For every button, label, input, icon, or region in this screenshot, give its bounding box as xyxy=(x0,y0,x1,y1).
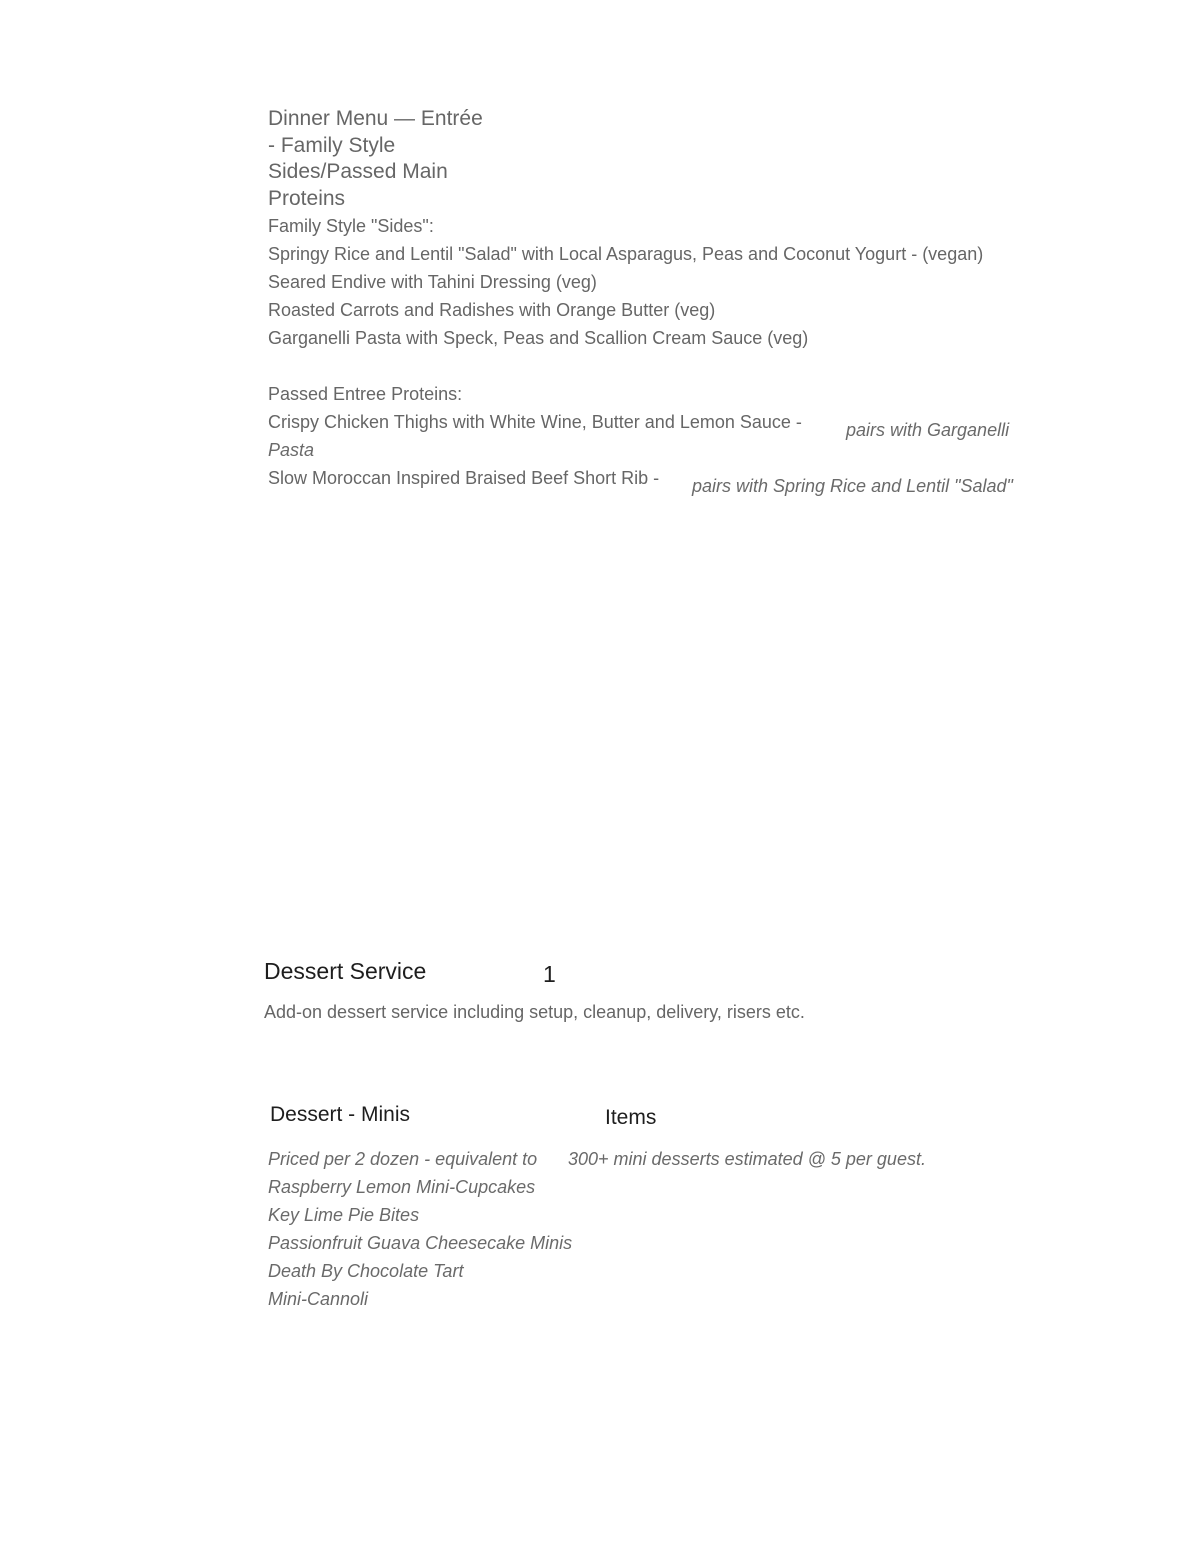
protein-pairing-chicken: pairs with Garganelli xyxy=(846,420,1010,440)
dessert-minis-pricing-note-a: Priced per 2 dozen - equivalent to xyxy=(268,1149,538,1169)
side-item: Springy Rice and Lentil "Salad" with Local Asparagus, Peas and Coconut Yogurt - (vegan) xyxy=(268,244,984,264)
proteins-heading: Passed Entree Proteins: xyxy=(268,384,463,404)
dessert-service-title: Dessert Service xyxy=(264,958,427,984)
dinner-title-line-1: Dinner Menu — Entrée xyxy=(268,107,483,130)
protein-pairing-chicken-cont: Pasta xyxy=(268,440,315,460)
side-item: Roasted Carrots and Radishes with Orange Butter (veg) xyxy=(268,300,716,320)
side-item: Seared Endive with Tahini Dressing (veg) xyxy=(268,272,597,292)
dessert-item: Key Lime Pie Bites xyxy=(268,1205,420,1225)
dinner-title-line-4: Proteins xyxy=(268,187,346,210)
sides-heading: Family Style "Sides": xyxy=(268,216,434,236)
dessert-item: Raspberry Lemon Mini-Cupcakes xyxy=(268,1177,536,1197)
protein-item-chicken: Crispy Chicken Thighs with White Wine, Butter and Lemon Sauce - xyxy=(268,412,802,432)
dessert-item: Death By Chocolate Tart xyxy=(268,1261,464,1281)
dessert-minis-pricing-note-b: 300+ mini desserts estimated @ 5 per guest. xyxy=(568,1149,926,1169)
side-item: Garganelli Pasta with Speck, Peas and Scallion Cream Sauce (veg) xyxy=(268,328,809,348)
dessert-minis-title: Dessert - Minis xyxy=(270,1103,411,1126)
dessert-service-description: Add-on dessert service including setup, cleanup, delivery, risers etc. xyxy=(264,1002,805,1022)
protein-pairing-short-rib: pairs with Spring Rice and Lentil "Salad" xyxy=(692,476,1013,496)
dessert-minis-unit: Items xyxy=(605,1106,657,1129)
dessert-item: Passionfruit Guava Cheesecake Minis xyxy=(268,1233,573,1253)
dinner-title-line-3: Sides/Passed Main xyxy=(268,160,448,183)
dessert-item: Mini-Cannoli xyxy=(268,1289,369,1309)
protein-item-short-rib: Slow Moroccan Inspired Braised Beef Short Rib - xyxy=(268,468,660,488)
dessert-service-quantity: 1 xyxy=(543,961,556,987)
dinner-title-line-2: - Family Style xyxy=(268,134,396,157)
